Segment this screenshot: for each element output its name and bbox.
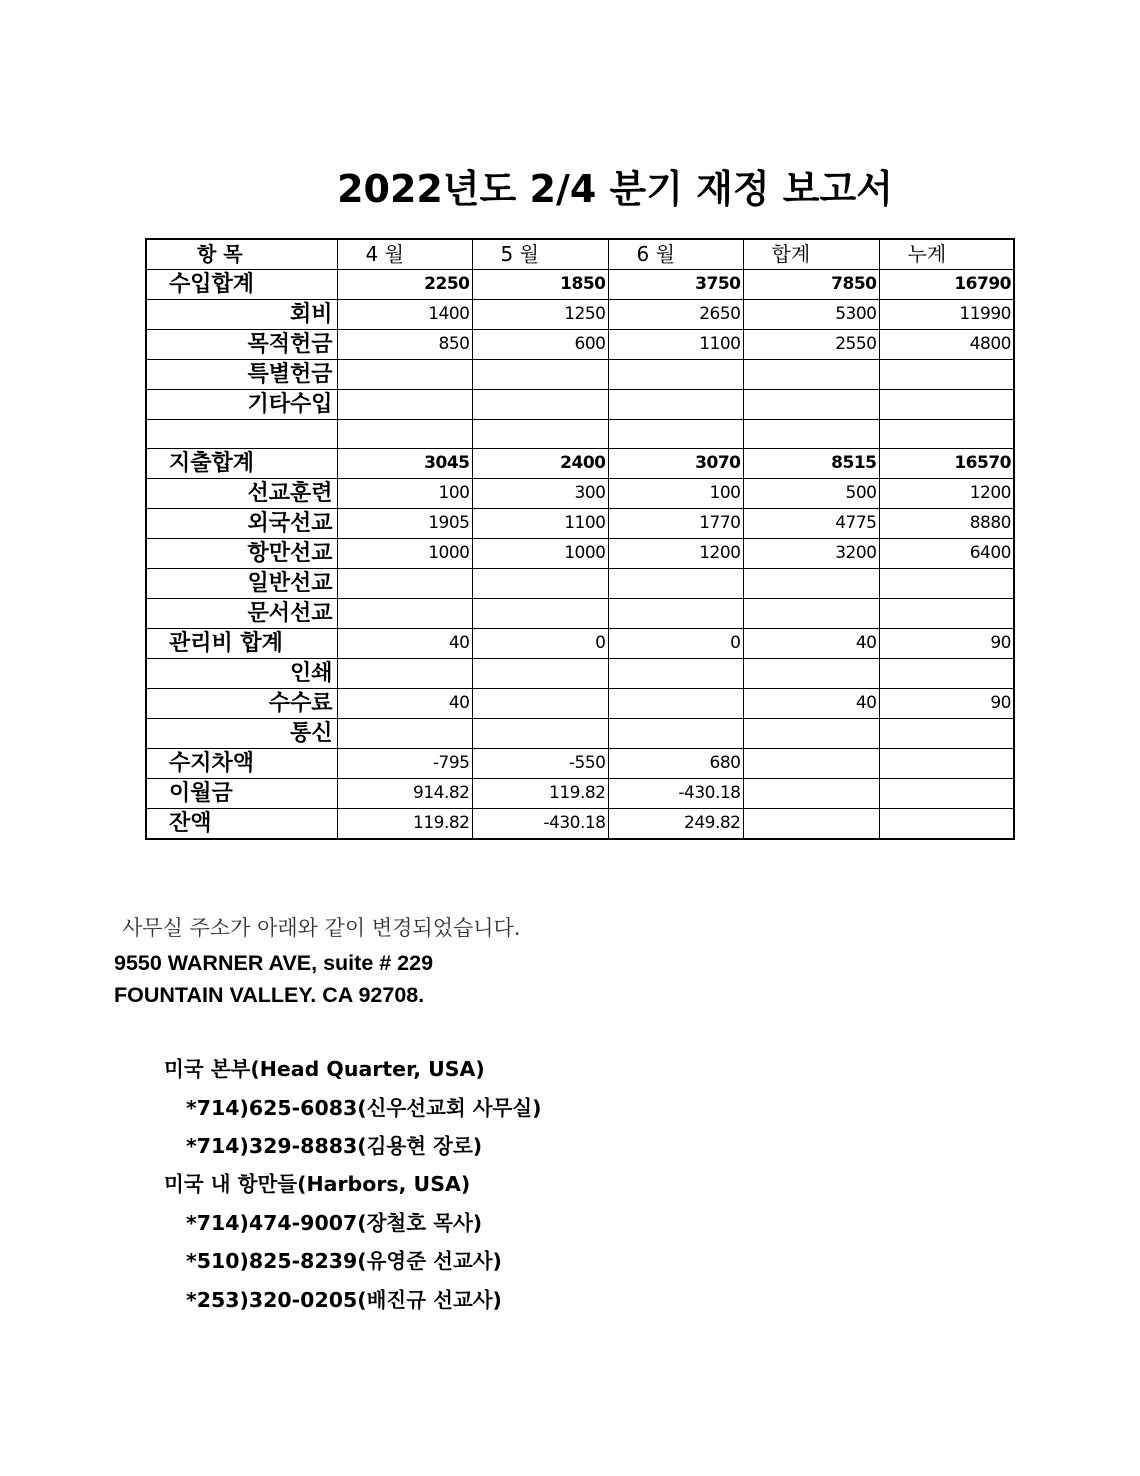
table-cell: 16790: [879, 270, 1014, 300]
table-cell: 1400: [337, 300, 472, 330]
address-change-notice: 사무실 주소가 아래와 같이 변경되었습니다.: [122, 916, 521, 940]
table-cell: [743, 659, 879, 689]
table-cell: [879, 390, 1014, 420]
table-row: [146, 689, 1014, 719]
table-cell: [743, 390, 879, 420]
table-cell: -795: [337, 749, 472, 779]
table-row: [146, 330, 1014, 360]
table-cell: 1200: [879, 479, 1014, 509]
table-cell: [472, 569, 608, 599]
table-cell: [608, 569, 743, 599]
table-cell: 500: [743, 479, 879, 509]
table-cell: [608, 719, 743, 749]
table-cell: 1770: [608, 509, 743, 539]
row-label: [146, 420, 337, 449]
row-label: 문서선교: [146, 599, 337, 629]
table-row: [146, 360, 1014, 390]
table-cell: 40: [337, 629, 472, 659]
table-row: [146, 270, 1014, 300]
table-cell: 1100: [472, 509, 608, 539]
table-cell: [608, 599, 743, 629]
row-label: 관리비 합계: [146, 629, 337, 659]
table-row: [146, 449, 1014, 479]
table-cell: -550: [472, 749, 608, 779]
table-row: [146, 719, 1014, 749]
table-cell: 1905: [337, 509, 472, 539]
table-row: [146, 390, 1014, 420]
table-cell: [743, 749, 879, 779]
row-label: 기타수입: [146, 390, 337, 420]
table-cell: 1100: [608, 330, 743, 360]
column-header: 항 목: [146, 239, 337, 270]
table-cell: 40: [743, 629, 879, 659]
table-cell: [337, 360, 472, 390]
column-header: 5 월: [472, 239, 608, 270]
table-row: [146, 539, 1014, 569]
row-label: 수입합계: [146, 270, 337, 300]
table-row: [146, 420, 1014, 449]
table-cell: 1000: [472, 539, 608, 569]
address-line-1: 9550 WARNER AVE, suite # 229: [114, 951, 434, 975]
table-cell: 3045: [337, 449, 472, 479]
table-cell: [472, 420, 608, 449]
table-cell: 8880: [879, 509, 1014, 539]
table-row: [146, 749, 1014, 779]
table-cell: [879, 360, 1014, 390]
table-cell: [879, 659, 1014, 689]
row-label: 수지차액: [146, 749, 337, 779]
table-row: [146, 629, 1014, 659]
table-cell: [879, 749, 1014, 779]
contact-phone: *714)625-6083(신우선교회 사무실): [186, 1096, 542, 1120]
table-cell: 1000: [337, 539, 472, 569]
table-cell: [472, 390, 608, 420]
column-header: 6 월: [608, 239, 743, 270]
table-cell: -430.18: [608, 779, 743, 809]
table-cell: [608, 360, 743, 390]
table-cell: 11990: [879, 300, 1014, 330]
table-cell: [472, 719, 608, 749]
table-cell: 2250: [337, 270, 472, 300]
table-cell: 7850: [743, 270, 879, 300]
table-cell: 850: [337, 330, 472, 360]
table-cell: 2650: [608, 300, 743, 330]
table-cell: 1200: [608, 539, 743, 569]
table-row: [146, 779, 1014, 809]
table-cell: [608, 390, 743, 420]
row-label: 잔액: [146, 809, 337, 840]
table-cell: [337, 420, 472, 449]
table-cell: [743, 719, 879, 749]
table-row: [146, 479, 1014, 509]
table-cell: 6400: [879, 539, 1014, 569]
table-cell: 4775: [743, 509, 879, 539]
table-cell: 40: [743, 689, 879, 719]
column-header: 합계: [743, 239, 879, 270]
row-label: 항만선교: [146, 539, 337, 569]
table-cell: [608, 689, 743, 719]
table-cell: [472, 599, 608, 629]
table-cell: 90: [879, 689, 1014, 719]
contact-heading: 미국 본부(Head Quarter, USA): [164, 1057, 485, 1081]
table-cell: 3200: [743, 539, 879, 569]
table-cell: 119.82: [337, 809, 472, 840]
table-cell: 914.82: [337, 779, 472, 809]
contact-phone: *714)474-9007(장철호 목사): [186, 1211, 483, 1235]
table-cell: -430.18: [472, 809, 608, 840]
table-cell: [743, 569, 879, 599]
table-cell: 119.82: [472, 779, 608, 809]
table-cell: 5300: [743, 300, 879, 330]
table-cell: [472, 659, 608, 689]
table-cell: [743, 360, 879, 390]
table-row: [146, 509, 1014, 539]
table-row: [146, 300, 1014, 330]
table-cell: [337, 719, 472, 749]
row-label: 목적헌금: [146, 330, 337, 360]
table-cell: [337, 569, 472, 599]
table-cell: 4800: [879, 330, 1014, 360]
table-cell: 1250: [472, 300, 608, 330]
table-cell: [879, 569, 1014, 599]
table-cell: 90: [879, 629, 1014, 659]
table-cell: 0: [608, 629, 743, 659]
row-label: 외국선교: [146, 509, 337, 539]
table-cell: [879, 420, 1014, 449]
table-cell: 100: [608, 479, 743, 509]
table-cell: 8515: [743, 449, 879, 479]
row-label: 수수료: [146, 689, 337, 719]
table-cell: [337, 599, 472, 629]
row-label: 통신: [146, 719, 337, 749]
contact-phone: *714)329-8883(김용현 장로): [186, 1134, 483, 1158]
contact-heading: 미국 내 항만들(Harbors, USA): [164, 1172, 471, 1196]
table-cell: 3750: [608, 270, 743, 300]
address-line-2: FOUNTAIN VALLEY. CA 92708.: [114, 983, 425, 1007]
table-cell: [337, 390, 472, 420]
column-header: 4 월: [337, 239, 472, 270]
table-cell: [879, 599, 1014, 629]
contact-phone: *253)320-0205(배진규 선교사): [186, 1288, 502, 1312]
report-title: 2022년도 2/4 분기 재정 보고서: [337, 167, 893, 211]
row-label: 회비: [146, 300, 337, 330]
row-label: 이월금: [146, 779, 337, 809]
table-cell: 40: [337, 689, 472, 719]
table-cell: [743, 599, 879, 629]
table-row: [146, 809, 1014, 840]
table-cell: [743, 420, 879, 449]
row-label: 특별헌금: [146, 360, 337, 390]
table-cell: [608, 659, 743, 689]
table-cell: [337, 659, 472, 689]
row-label: 지출합계: [146, 449, 337, 479]
contact-phone: *510)825-8239(유영준 선교사): [186, 1249, 502, 1273]
table-cell: 249.82: [608, 809, 743, 840]
table-cell: [879, 779, 1014, 809]
table-cell: [879, 719, 1014, 749]
table-row: [146, 569, 1014, 599]
table-row: [146, 599, 1014, 629]
table-cell: 600: [472, 330, 608, 360]
row-label: 선교훈련: [146, 479, 337, 509]
table-cell: [743, 779, 879, 809]
table-cell: 2550: [743, 330, 879, 360]
row-label: 인쇄: [146, 659, 337, 689]
table-cell: 0: [472, 629, 608, 659]
table-row: [146, 659, 1014, 689]
table-cell: 300: [472, 479, 608, 509]
table-header-row: [146, 239, 1014, 270]
table-cell: [879, 809, 1014, 840]
table-cell: [472, 360, 608, 390]
table-cell: 100: [337, 479, 472, 509]
table-cell: [472, 689, 608, 719]
table-cell: 16570: [879, 449, 1014, 479]
table-cell: [608, 420, 743, 449]
table-cell: 3070: [608, 449, 743, 479]
column-header: 누계: [879, 239, 1014, 270]
table-cell: [743, 809, 879, 840]
table-cell: 680: [608, 749, 743, 779]
finance-table: [145, 238, 1015, 840]
row-label: 일반선교: [146, 569, 337, 599]
table-cell: 2400: [472, 449, 608, 479]
table-cell: 1850: [472, 270, 608, 300]
